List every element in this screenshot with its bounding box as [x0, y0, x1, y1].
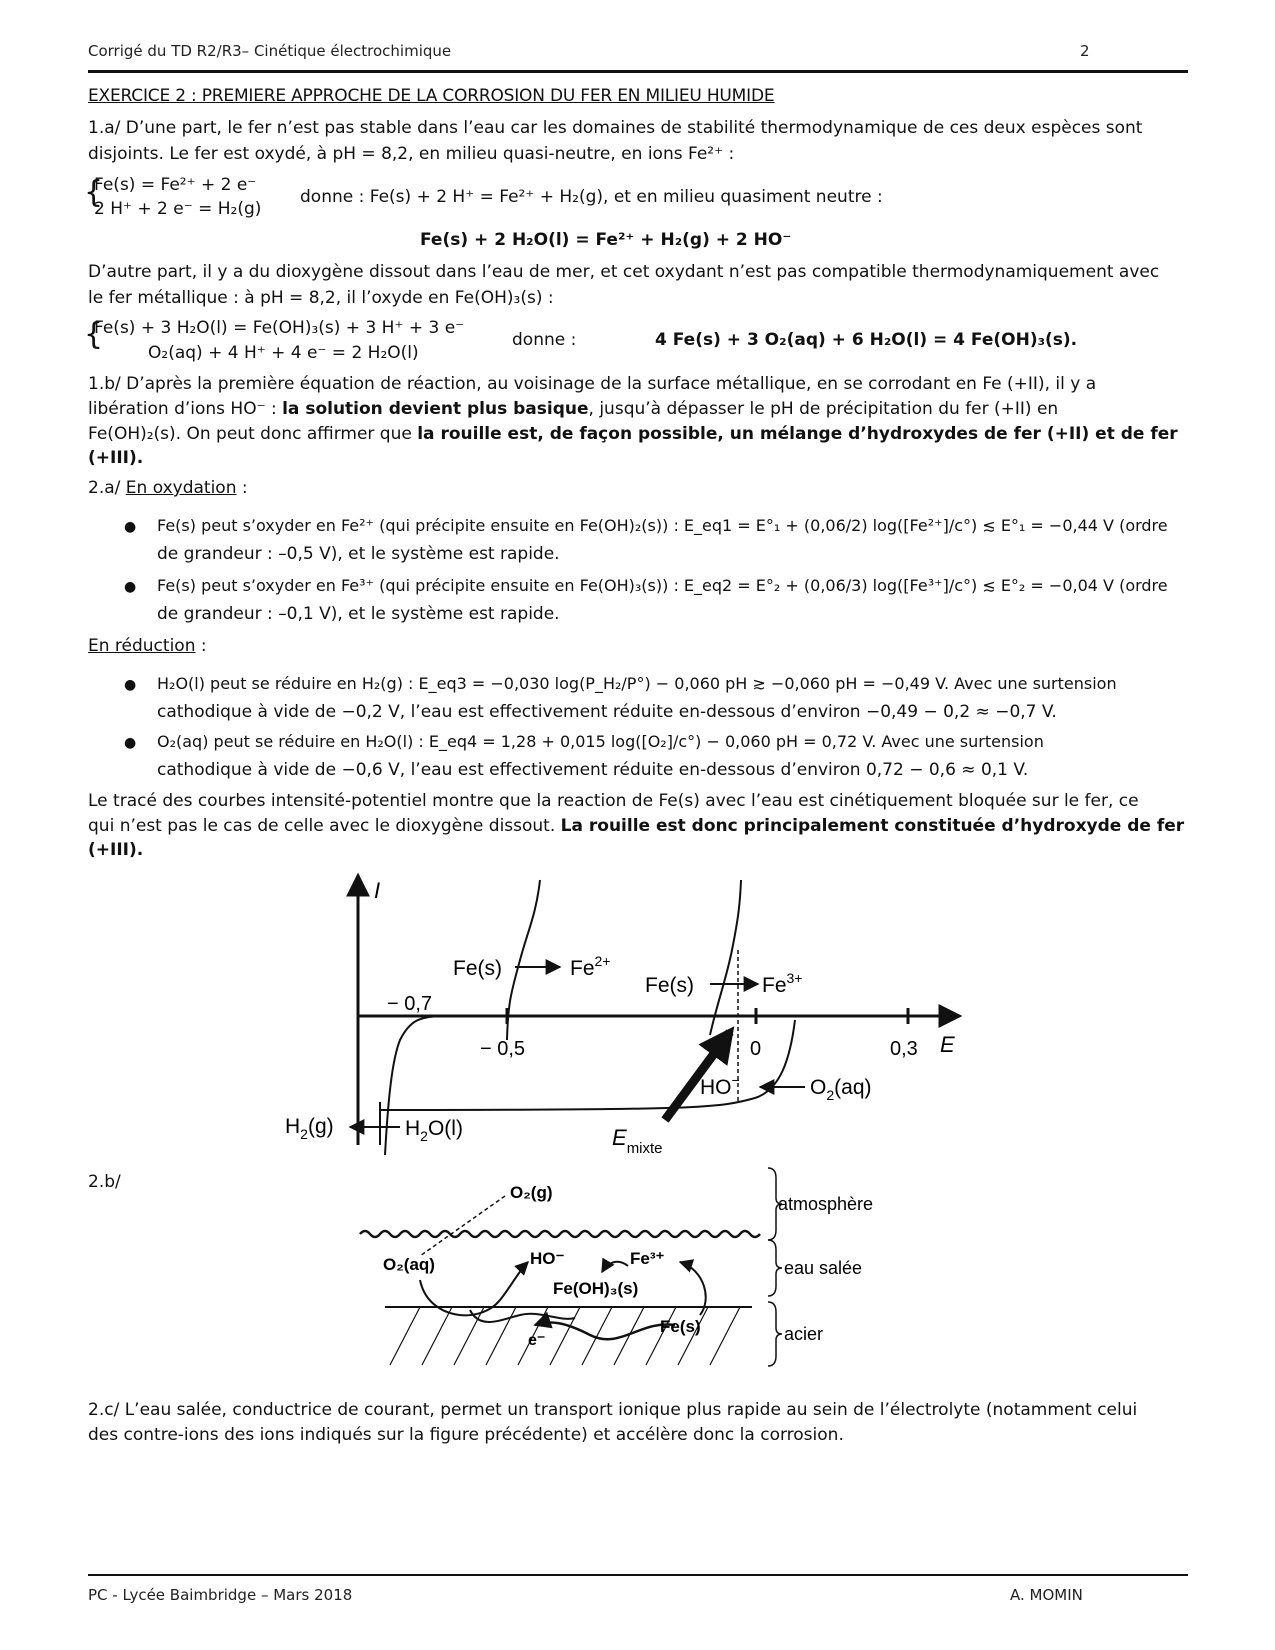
label-o2aq-base: O — [810, 1076, 827, 1099]
system1-eq1: Fe(s) = Fe²⁺ + 2 e⁻ — [94, 175, 257, 195]
label-fe-s: Fe(s) — [660, 1317, 701, 1336]
label-h2g-base: H — [285, 1115, 301, 1138]
tick-label-m07: − 0,7 — [387, 993, 433, 1015]
tick-label-0: 0 — [750, 1038, 762, 1060]
label-fe3-base: Fe — [762, 974, 787, 997]
p2a-title-oxydation: En oxydation — [125, 478, 237, 498]
label-fe3-sup: 3+ — [786, 970, 803, 986]
system1-eq2: 2 H⁺ + 2 e⁻ = H₂(g) — [94, 199, 262, 219]
p1b-line1: 1.b/ D’après la première équation de réaction, au voisinage de la surface métallique, en se corrodant en Fe (+II), il y a — [88, 374, 1097, 394]
label-atmosphere: atmosphère — [778, 1194, 874, 1214]
reduction-title-end: : — [195, 636, 207, 656]
header-title: Corrigé du TD R2/R3– Cinétique électrochimique — [88, 42, 452, 60]
conclusion-line3: (+III). — [88, 840, 144, 860]
equation-neutral: Fe(s) + 2 H₂O(l) = Fe²⁺ + H₂(g) + 2 HO⁻ — [420, 230, 792, 250]
p2c-line1: 2.c/ L’eau salée, conductrice de courant, permet un transport ionique plus rapide au sein de l’électrolyte (notamment celui — [88, 1400, 1138, 1420]
conclusion-line1: Le tracé des courbes intensité-potentiel montre que la reaction de Fe(s) avec l’eau est cinétiquement bloquée sur le fer, ce — [88, 791, 1139, 811]
brace-eau — [768, 1240, 782, 1296]
label-h2o-phase: O(l) — [427, 1117, 463, 1140]
electron-path-arrow — [535, 1322, 675, 1339]
p1b-line3b: la rouille est, de façon possible, un mélange d’hydroxydes de fer (+II) et de fer — [417, 424, 1178, 444]
system2-result: 4 Fe(s) + 3 O₂(aq) + 6 H₂O(l) = 4 Fe(OH)₃(s). — [655, 330, 1078, 350]
steel-hatching — [390, 1307, 740, 1365]
bullet3-line1: H₂O(l) peut se réduire en H₂(g) : E_eq3 = −0,030 log(P_H₂/P°) − 0,060 pH ≳ −0,060 pH = −0,49 V. Avec une surtension — [157, 674, 1117, 693]
label-h2o-base: H — [405, 1117, 421, 1140]
system-brace-1: { — [84, 175, 104, 210]
footer-left: PC - Lycée Baimbridge – Mars 2018 — [88, 1586, 353, 1604]
p2b-label: 2.b/ — [88, 1172, 121, 1192]
bullet1-line2: de grandeur : –0,5 V), et le système est rapide. — [157, 544, 560, 564]
label-fe-s-b: Fe(s) — [645, 974, 694, 997]
footer-right: A. MOMIN — [1010, 1586, 1083, 1604]
label-emixte-sub: mixte — [626, 1140, 663, 1157]
bullet-icon: ● — [124, 579, 137, 595]
label-electron: e⁻ — [528, 1332, 546, 1349]
p1a-line3: D’autre part, il y a du dioxygène dissout dans l’eau de mer, et cet oxydant n’est pas compatible thermodynamiquement avec — [88, 262, 1160, 282]
label-ho-base: HO — [700, 1076, 732, 1099]
system1-result: donne : Fe(s) + 2 H⁺ = Fe²⁺ + H₂(g), et en milieu quasiment neutre : — [300, 187, 883, 207]
page-number: 2 — [1080, 42, 1090, 60]
system2-donne: donne : — [512, 330, 577, 350]
system-brace-2: { — [84, 317, 104, 352]
footer-rule — [88, 1574, 1188, 1576]
conclusion-line2a: qui n’est pas le cas de celle avec le dioxygène dissout. — [88, 816, 561, 836]
bullet4-line1: O₂(aq) peut se réduire en H₂O(l) : E_eq4 = 1,28 + 0,015 log([O₂]/c°) − 0,060 pH = 0,72 V. Avec une surtension — [157, 732, 1044, 751]
system2-eq1: Fe(s) + 3 H₂O(l) = Fe(OH)₃(s) + 3 H⁺ + 3 e⁻ — [94, 318, 465, 338]
label-h2g-sub: 2 — [300, 1126, 308, 1142]
tick-label-m05: − 0,5 — [480, 1038, 526, 1060]
label-fe2-sup: 2+ — [594, 953, 611, 969]
p1b-line2a: libération d’ions HO⁻ : — [88, 399, 283, 419]
label-o2aq: O₂(aq) — [383, 1255, 435, 1274]
label-o2aq-sub: 2 — [826, 1087, 835, 1103]
label-feoh3: Fe(OH)₃(s) — [553, 1279, 639, 1298]
label-fe2-base: Fe — [570, 957, 595, 980]
p1b-line2b: la solution devient plus basique — [282, 399, 589, 419]
axis-label-i: I — [374, 878, 381, 903]
bullet2-line2: de grandeur : –0,1 V), et le système est rapide. — [157, 604, 560, 624]
label-h2o-sub: 2 — [420, 1128, 428, 1144]
tick-label-03: 0,3 — [890, 1038, 918, 1060]
exercise-title: EXERCICE 2 : PREMIERE APPROCHE DE LA CORROSION DU FER EN MILIEU HUMIDE — [88, 86, 775, 106]
label-ho-sup: − — [731, 1072, 740, 1088]
p1a-line2: disjoints. Le fer est oxydé, à pH = 8,2, en milieu quasi-neutre, en ions Fe²⁺ : — [88, 144, 735, 164]
p1a-line1: 1.a/ D’une part, le fer n’est pas stable dans l’eau car les domaines de stabilité thermodynamique de ces deux espèces sont — [88, 118, 1143, 138]
precipitation-arrow — [602, 1262, 628, 1272]
label-fe-s: Fe(s) — [453, 957, 502, 980]
p1b-line2c: , jusqu’à dépasser le pH de précipitation du fer (+II) en — [588, 399, 1059, 419]
p2a-title-end: : — [236, 478, 248, 498]
water-surface — [360, 1231, 760, 1237]
conclusion-line2b: La rouille est donc principalement constituée d’hydroxyde de fer — [560, 816, 1185, 836]
o2-dissolution-path — [420, 1196, 505, 1256]
bullet-icon: ● — [124, 519, 137, 535]
label-ho-minus: HO⁻ — [530, 1249, 565, 1268]
p2c-line2: des contre-ions des ions indiqués sur la figure précédente) et accélère donc la corrosion. — [88, 1425, 844, 1445]
label-fe3plus: Fe³⁺ — [630, 1249, 665, 1268]
bullet1-line1: Fe(s) peut s’oxyder en Fe²⁺ (qui précipite ensuite en Fe(OH)₂(s)) : E_eq1 = E°₁ + (0,06/2) log([Fe²⁺]/c°) ≲ E°₁ = −0,44 V (ordre — [157, 516, 1168, 535]
p1b-line4: (+III). — [88, 448, 144, 468]
bullet3-line2: cathodique à vide de −0,2 V, l’eau est effectivement réduite en-dessous d’environ −0,49 − 0,2 ≈ −0,7 V. — [157, 702, 1057, 722]
bullet2-line1: Fe(s) peut s’oxyder en Fe³⁺ (qui précipite ensuite en Fe(OH)₃(s)) : E_eq2 = E°₂ + (0,06/3) log([Fe³⁺]/c°) ≲ E°₂ = −0,04 V (ordre — [157, 576, 1168, 595]
p2a-title-num: 2.a/ — [88, 478, 126, 498]
reduction-title-text: En réduction — [88, 636, 196, 656]
brace-acier — [768, 1302, 782, 1366]
label-o2aq-phase: (aq) — [834, 1076, 872, 1099]
axis-label-e: E — [940, 1032, 955, 1057]
system2-eq2: O₂(aq) + 4 H⁺ + 4 e⁻ = 2 H₂O(l) — [148, 343, 419, 363]
label-emixte-base: E — [612, 1125, 627, 1150]
label-eau-salee: eau salée — [784, 1258, 863, 1278]
bullet4-line2: cathodique à vide de −0,6 V, l’eau est effectivement réduite en-dessous d’environ 0,72 − 0,6 ≈ 0,1 V. — [157, 760, 1029, 780]
label-o2g: O₂(g) — [510, 1183, 553, 1202]
p1b-line3a: Fe(OH)₂(s). On peut donc affirmer que — [88, 424, 418, 444]
bullet-icon: ● — [124, 735, 137, 751]
bullet-icon: ● — [124, 677, 137, 693]
label-h2g-phase: (g) — [307, 1115, 334, 1138]
p1a-line4: le fer métallique : à pH = 8,2, il l’oxyde en Fe(OH)₃(s) : — [88, 288, 554, 308]
label-acier: acier — [784, 1324, 824, 1344]
